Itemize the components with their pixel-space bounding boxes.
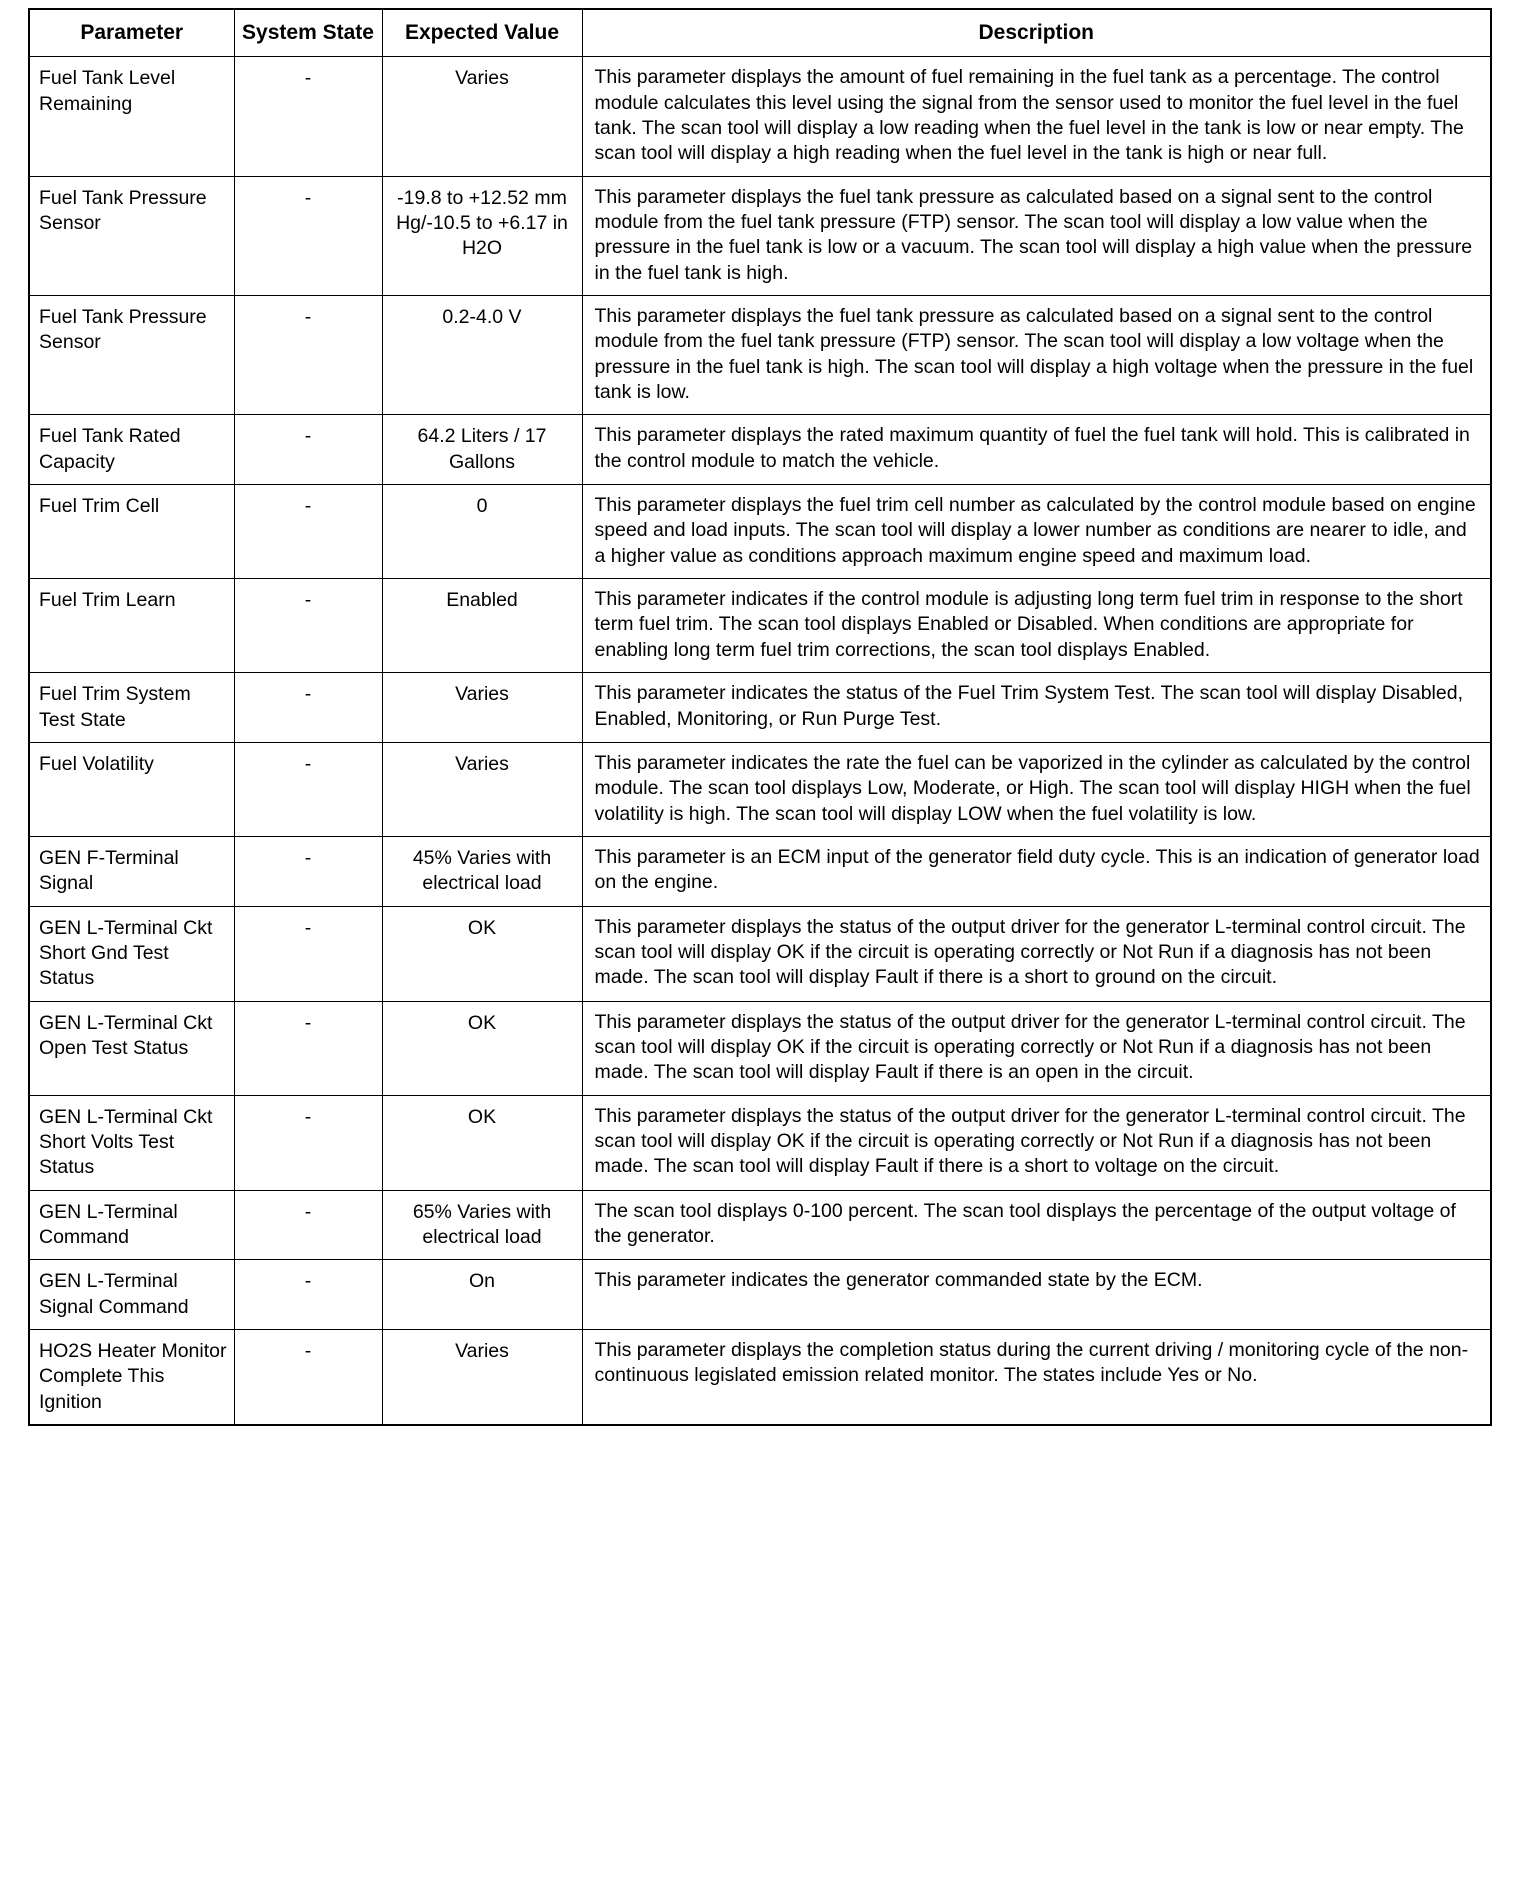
column-header-expected-value: Expected Value (382, 9, 582, 57)
cell-parameter: HO2S Heater Monitor Complete This Ignition (29, 1330, 234, 1426)
cell-parameter: Fuel Trim Learn (29, 579, 234, 673)
cell-system-state: - (234, 906, 382, 1001)
cell-expected-value: Varies (382, 1330, 582, 1426)
cell-description: This parameter displays the completion status during the current driving / monitoring cycle of the non-continuous legislated emission related monitor. The states include Yes or No. (582, 1330, 1491, 1426)
table-header (29, 9, 1491, 57)
cell-system-state: - (234, 485, 382, 579)
cell-system-state: - (234, 1190, 382, 1260)
cell-parameter: Fuel Tank Pressure Sensor (29, 296, 234, 415)
cell-expected-value: On (382, 1260, 582, 1330)
column-header-description: Description (582, 9, 1491, 57)
cell-parameter: GEN L-Terminal Signal Command (29, 1260, 234, 1330)
cell-expected-value: OK (382, 1095, 582, 1190)
column-header-system-state: System State (234, 9, 382, 57)
cell-expected-value: Enabled (382, 579, 582, 673)
cell-expected-value: OK (382, 1001, 582, 1095)
cell-system-state: - (234, 1260, 382, 1330)
cell-expected-value: 65% Varies with electrical load (382, 1190, 582, 1260)
cell-system-state: - (234, 836, 382, 906)
cell-system-state: - (234, 673, 382, 743)
table-row (29, 415, 1491, 485)
table-row (29, 673, 1491, 743)
table-row (29, 906, 1491, 1001)
cell-system-state: - (234, 1330, 382, 1426)
cell-expected-value: Varies (382, 742, 582, 836)
cell-description: This parameter indicates the status of the Fuel Trim System Test. The scan tool will display Disabled, Enabled, Monitoring, or Run Purge Test. (582, 673, 1491, 743)
cell-parameter: GEN L-Terminal Ckt Open Test Status (29, 1001, 234, 1095)
cell-system-state: - (234, 1001, 382, 1095)
table-row (29, 742, 1491, 836)
cell-parameter: Fuel Tank Rated Capacity (29, 415, 234, 485)
cell-description: This parameter displays the status of the output driver for the generator L-terminal control circuit. The scan tool will display OK if the circuit is operating correctly or Not Run if a diagnosis has not been made. The scan tool will display Fault if there is a short to ground on the circuit. (582, 906, 1491, 1001)
cell-system-state: - (234, 296, 382, 415)
table-row (29, 1260, 1491, 1330)
cell-expected-value: OK (382, 906, 582, 1001)
cell-parameter: Fuel Trim Cell (29, 485, 234, 579)
cell-expected-value: 0.2-4.0 V (382, 296, 582, 415)
cell-expected-value: Varies (382, 57, 582, 176)
cell-parameter: GEN L-Terminal Ckt Short Volts Test Status (29, 1095, 234, 1190)
table-row (29, 176, 1491, 295)
cell-parameter: Fuel Tank Pressure Sensor (29, 176, 234, 295)
table-row (29, 836, 1491, 906)
cell-description: This parameter indicates the generator commanded state by the ECM. (582, 1260, 1491, 1330)
cell-expected-value: 64.2 Liters / 17 Gallons (382, 415, 582, 485)
table-row (29, 1190, 1491, 1260)
cell-parameter: GEN F-Terminal Signal (29, 836, 234, 906)
cell-parameter: GEN L-Terminal Ckt Short Gnd Test Status (29, 906, 234, 1001)
table-row (29, 1095, 1491, 1190)
table-row (29, 296, 1491, 415)
cell-expected-value: 45% Varies with electrical load (382, 836, 582, 906)
cell-expected-value: 0 (382, 485, 582, 579)
cell-system-state: - (234, 1095, 382, 1190)
table-header-row (29, 9, 1491, 57)
cell-parameter: Fuel Trim System Test State (29, 673, 234, 743)
cell-description: This parameter displays the status of the output driver for the generator L-terminal control circuit. The scan tool will display OK if the circuit is operating correctly or Not Run if a diagnosis has not been made. The scan tool will display Fault if there is an open in the circuit. (582, 1001, 1491, 1095)
cell-system-state: - (234, 579, 382, 673)
cell-description: The scan tool displays 0-100 percent. The scan tool displays the percentage of the output voltage of the generator. (582, 1190, 1491, 1260)
cell-system-state: - (234, 415, 382, 485)
cell-system-state: - (234, 176, 382, 295)
table-row (29, 1001, 1491, 1095)
cell-parameter: Fuel Tank Level Remaining (29, 57, 234, 176)
table-row (29, 485, 1491, 579)
table-row (29, 579, 1491, 673)
cell-description: This parameter indicates the rate the fuel can be vaporized in the cylinder as calculated by the control module. The scan tool displays Low, Moderate, or High. The scan tool will display HIGH when the fuel volatility is high. The scan tool will display LOW when the fuel volatility is low. (582, 742, 1491, 836)
cell-parameter: Fuel Volatility (29, 742, 234, 836)
parameter-table (28, 8, 1492, 1426)
cell-description: This parameter is an ECM input of the generator field duty cycle. This is an indication of generator load on the engine. (582, 836, 1491, 906)
cell-description: This parameter indicates if the control module is adjusting long term fuel trim in response to the short term fuel trim. The scan tool displays Enabled or Disabled. When conditions are appropriate for enabling long term fuel trim corrections, the scan tool displays Enabled. (582, 579, 1491, 673)
cell-description: This parameter displays the amount of fuel remaining in the fuel tank as a percentage. The control module calculates this level using the signal from the sensor used to monitor the fuel level in the fuel tank. The scan tool will display a low reading when the fuel level in the tank is low or near empty. The scan tool will display a high reading when the fuel level in the tank is high or near full. (582, 57, 1491, 176)
cell-description: This parameter displays the rated maximum quantity of fuel the fuel tank will hold. This is calibrated in the control module to match the vehicle. (582, 415, 1491, 485)
cell-expected-value: -19.8 to +12.52 mm Hg/-10.5 to +6.17 in H2O (382, 176, 582, 295)
column-header-parameter: Parameter (29, 9, 234, 57)
cell-system-state: - (234, 57, 382, 176)
table-row (29, 1330, 1491, 1426)
cell-expected-value: Varies (382, 673, 582, 743)
cell-description: This parameter displays the fuel tank pressure as calculated based on a signal sent to the control module from the fuel tank pressure (FTP) sensor. The scan tool will display a low voltage when the pressure in the fuel tank is high. The scan tool will display a high voltage when the pressure in the fuel tank is low. (582, 296, 1491, 415)
cell-description: This parameter displays the status of the output driver for the generator L-terminal control circuit. The scan tool will display OK if the circuit is operating correctly or Not Run if a diagnosis has not been made. The scan tool will display Fault if there is a short to voltage on the circuit. (582, 1095, 1491, 1190)
cell-description: This parameter displays the fuel tank pressure as calculated based on a signal sent to the control module from the fuel tank pressure (FTP) sensor. The scan tool will display a low value when the pressure in the fuel tank is low or a vacuum. The scan tool will display a high value when the pressure in the fuel tank is high. (582, 176, 1491, 295)
table-body (29, 57, 1491, 1425)
cell-parameter: GEN L-Terminal Command (29, 1190, 234, 1260)
table-row (29, 57, 1491, 176)
cell-description: This parameter displays the fuel trim cell number as calculated by the control module based on engine speed and load inputs. The scan tool will display a lower number as conditions are nearer to idle, and a higher value as conditions approach maximum engine speed and maximum load. (582, 485, 1491, 579)
cell-system-state: - (234, 742, 382, 836)
